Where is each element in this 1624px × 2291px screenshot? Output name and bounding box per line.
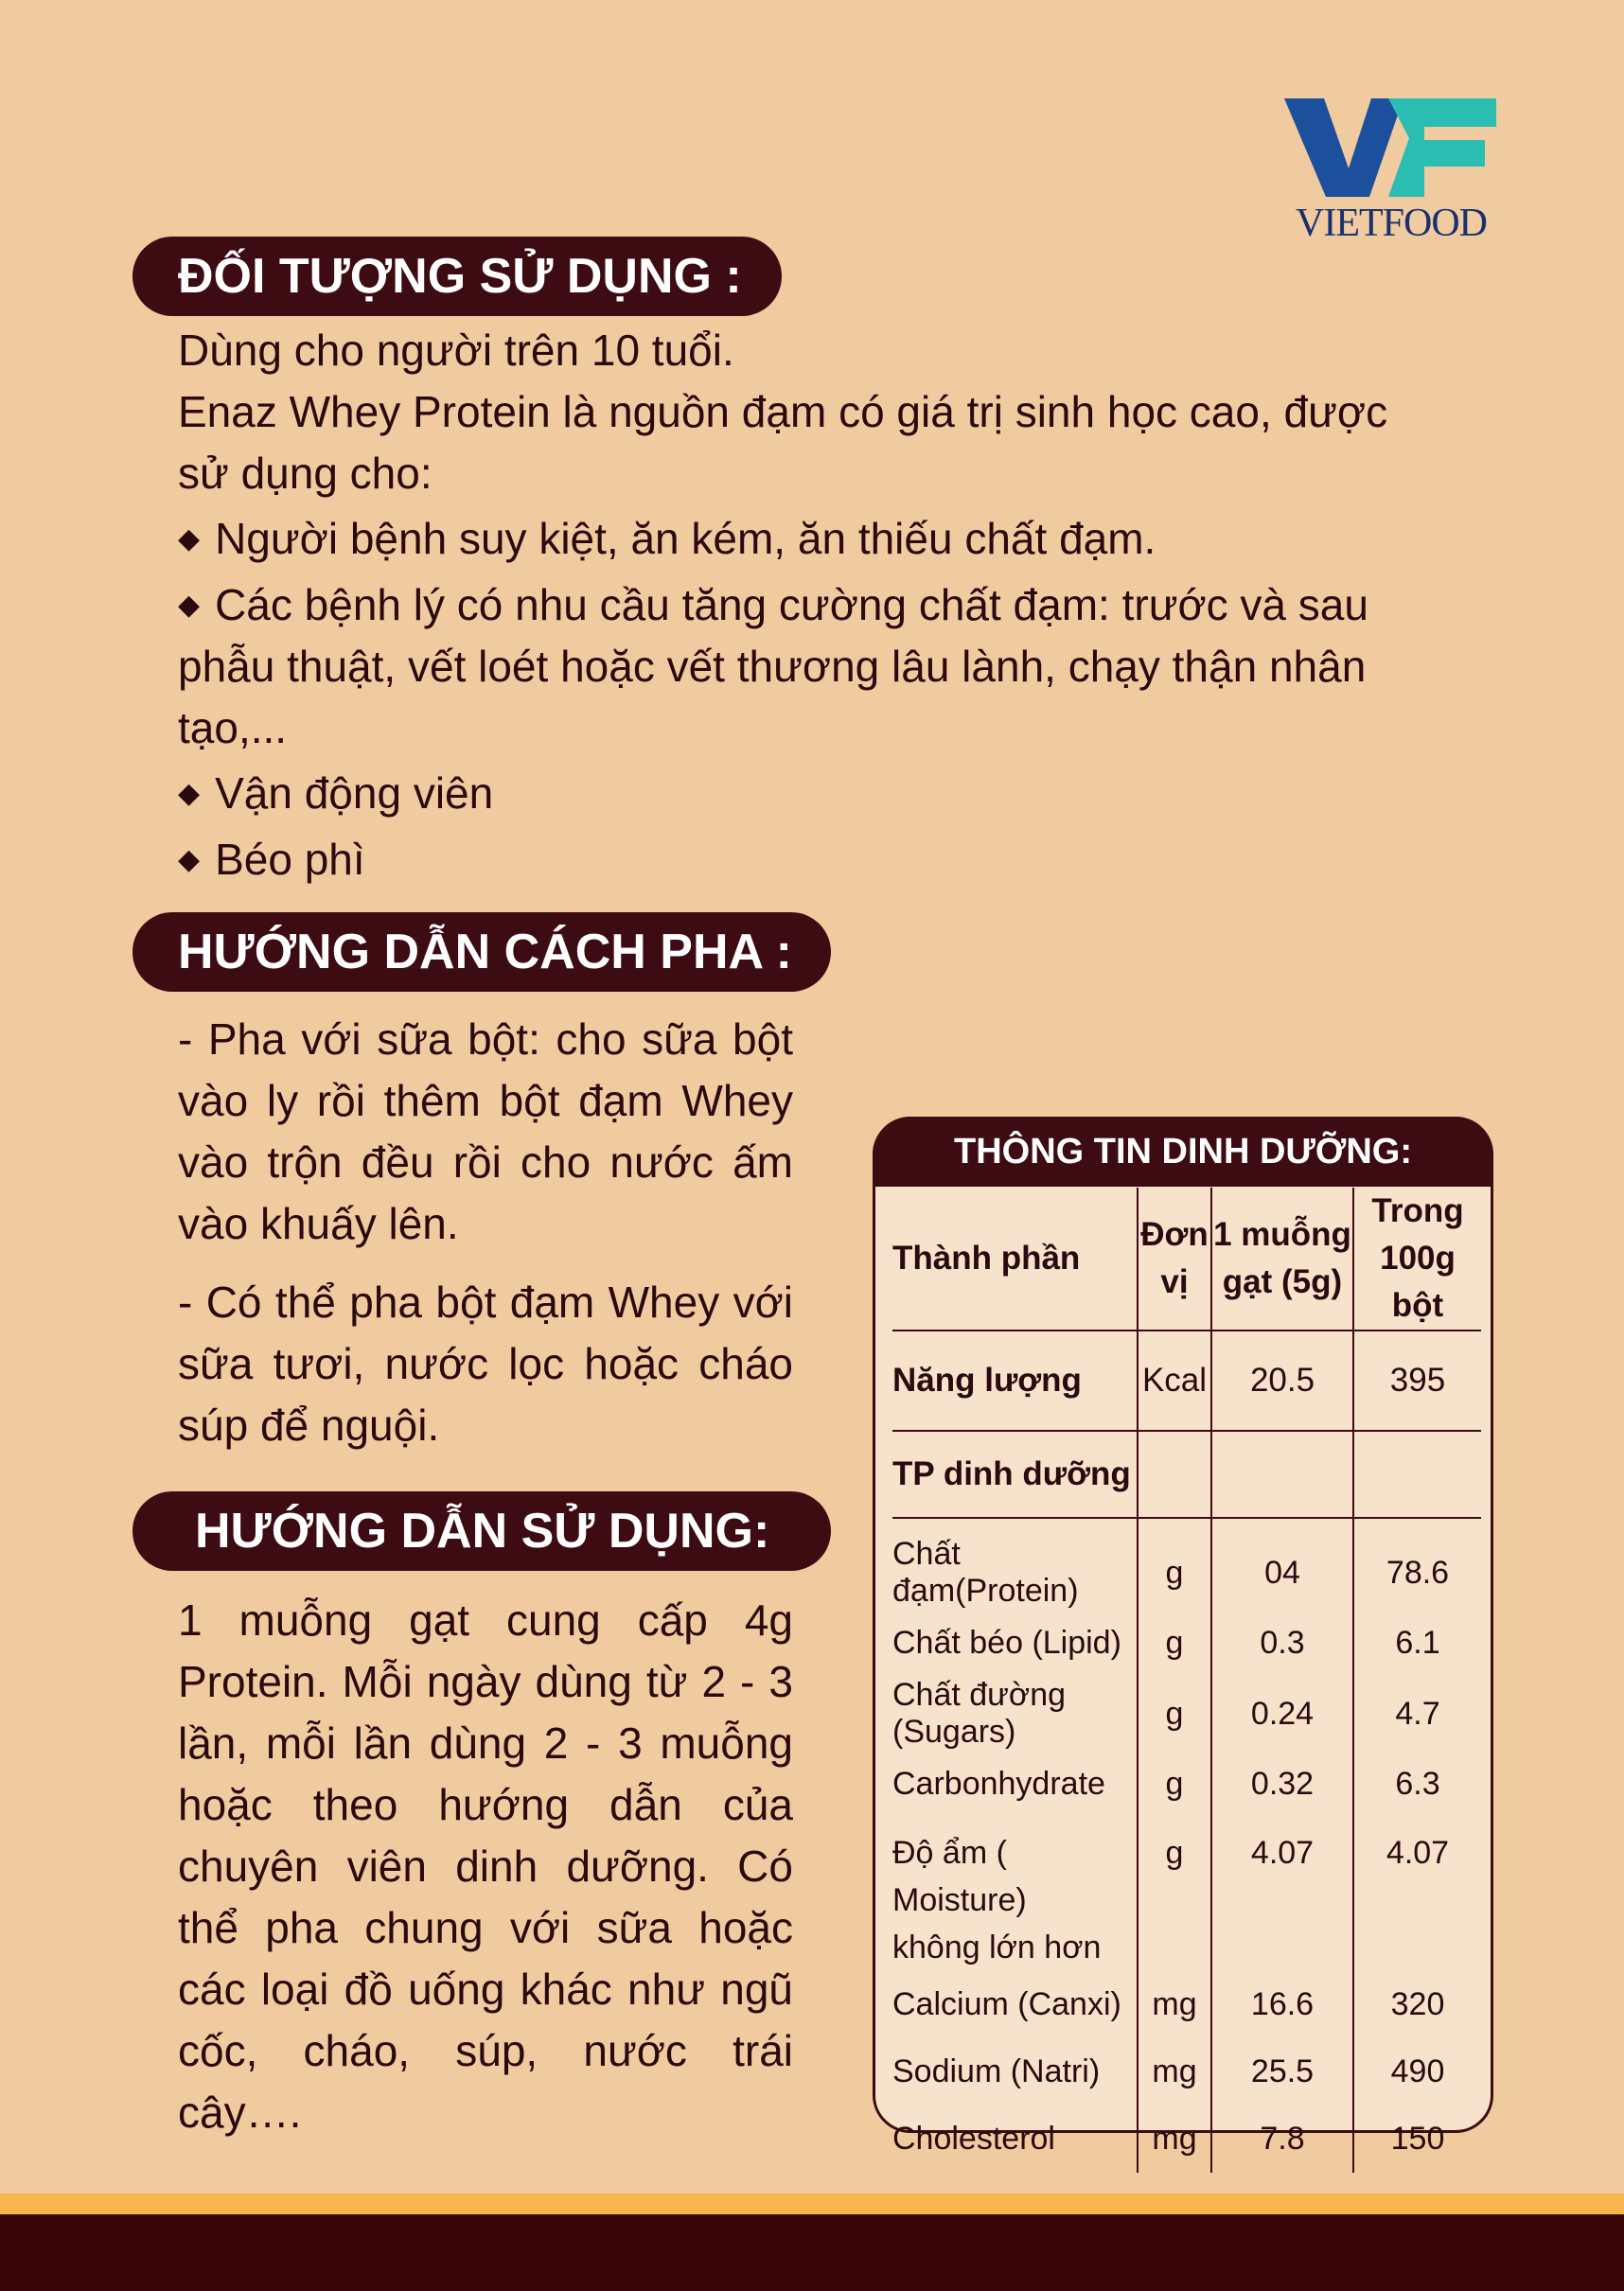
guide-paragraph: 1 muỗng gạt cung cấp 4g Protein. Mỗi ngày dùng từ 2 - 3 lần, mỗi lần dùng 2 - 3 muỗng hoặc theo hướng dẫn của chuyên viên dinh dưỡng. Có thể pha chung với sữa hoặc các loại đồ uống khác như ngũ cốc, cháo, súp, nước trái cây…. [178, 1595, 793, 2137]
nutrition-panel [873, 1117, 1493, 2157]
nutrition-title: THÔNG TIN DINH DƯỠNG: [873, 1117, 1493, 1187]
usage-line: sử dụng cho: [178, 449, 432, 498]
footer-band [0, 2214, 1624, 2291]
table-row: Chất đạm(Protein) g 04 78.6 [892, 1536, 1481, 1610]
header-unit: Đơn vị [1138, 1188, 1211, 1331]
brand-name: VIETFOOD [1296, 202, 1487, 245]
diamond-bullet-icon: ◆ [178, 523, 201, 555]
nutrition-table [892, 1188, 1481, 2173]
table-row: Sodium (Natri) mg 25.5 490 [892, 2038, 1481, 2106]
table-row: Chất béo (Lipid) g 0.3 6.1 [892, 1610, 1481, 1677]
header-per-scoop: 1 muỗng gạt (5g) [1211, 1188, 1353, 1331]
guide-section [178, 1590, 793, 2143]
usage-line: Dùng cho người trên 10 tuổi. [178, 326, 734, 375]
diamond-bullet-icon: ◆ [178, 778, 201, 809]
table-row: Chất đường (Sugars) g 0.24 4.7 [892, 1677, 1481, 1751]
vf-logo-mark [1282, 95, 1500, 201]
diamond-bullet-icon: ◆ [178, 590, 201, 621]
usage-bullet: ◆ Các bệnh lý có nhu cầu tăng cường chất đạm: trước và sau [178, 574, 1503, 636]
table-row: Calcium (Canxi) mg 16.6 320 [892, 1971, 1481, 2038]
mixing-section [178, 1009, 793, 1473]
usage-bullet-continued: tạo,... [178, 703, 288, 752]
table-row-group: TP dinh dưỡng [892, 1431, 1481, 1518]
header-per-100g: Trong 100g bột [1353, 1188, 1481, 1331]
usage-heading: ĐỐI TƯỢNG SỬ DỤNG : [132, 237, 782, 316]
table-row: Carbonhydrate g 0.32 6.3 [892, 1751, 1481, 1818]
table-row: Độ ẩm ( Moisture) không lớn hơn g 4.07 4.07 [892, 1818, 1481, 1971]
usage-bullet: ◆ Người bệnh suy kiệt, ăn kém, ăn thiếu chất đạm. [178, 508, 1503, 574]
table-row: Cholesterol mg 7.8 150 [892, 2106, 1481, 2173]
table-header-row [892, 1188, 1481, 1331]
vietfood-logo [1282, 95, 1500, 246]
guide-heading: HƯỚNG DẪN SỬ DỤNG: [132, 1491, 831, 1571]
diamond-bullet-icon: ◆ [178, 844, 201, 875]
table-row-energy: Năng lượng Kcal 20.5 395 [892, 1331, 1481, 1431]
mixing-paragraph: - Pha với sữa bột: cho sữa bột vào ly rồi thêm bột đạm Whey vào trộn đều rồi cho nước ấm vào khuấy lên. [178, 1014, 793, 1248]
usage-section [178, 320, 1503, 890]
footer-stripe [0, 2194, 1624, 2214]
header-component: Thành phần [892, 1188, 1138, 1331]
mixing-heading: HƯỚNG DẪN CÁCH PHA : [132, 912, 831, 992]
usage-line: Enaz Whey Protein là nguồn đạm có giá trị sinh học cao, được [178, 387, 1388, 436]
usage-bullet: ◆ Vận động viên [178, 763, 1503, 829]
usage-bullet-continued: phẫu thuật, vết loét hoặc vết thương lâu lành, chạy thận nhân [178, 642, 1367, 691]
mixing-paragraph: - Có thể pha bột đạm Whey với sữa tươi, nước lọc hoặc cháo súp để nguội. [178, 1278, 793, 1450]
usage-bullet: ◆ Béo phì [178, 829, 1503, 890]
